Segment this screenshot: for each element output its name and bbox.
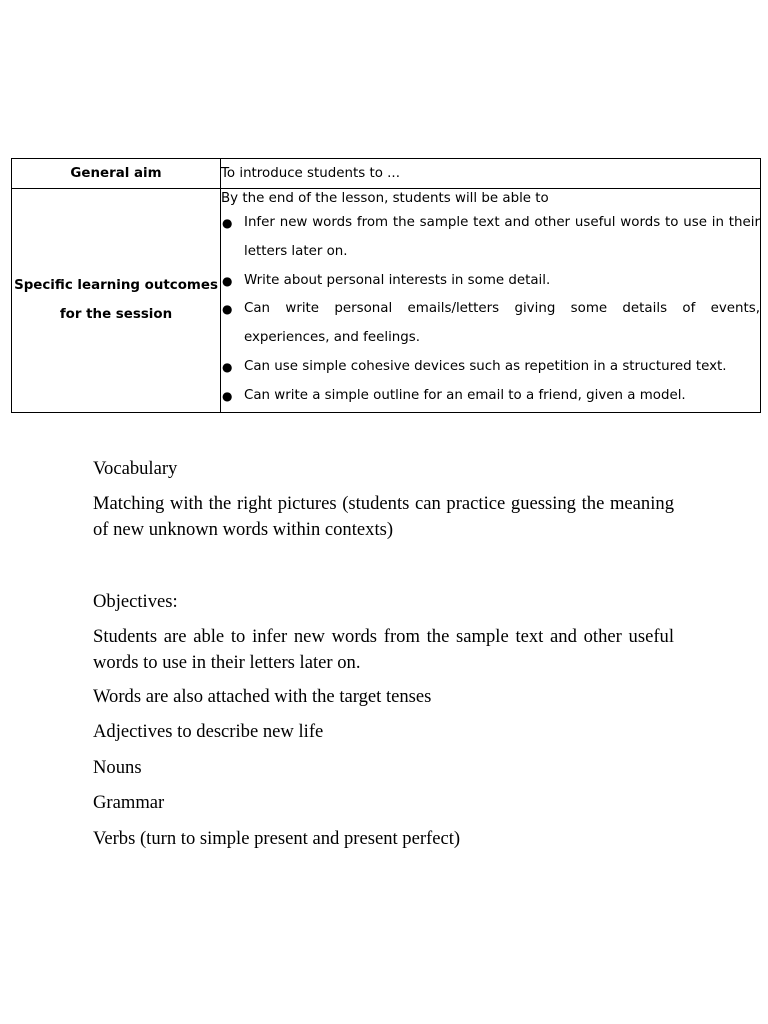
verbs-line: Verbs (turn to simple present and present perfect) [93, 828, 461, 849]
grammar-line: Grammar [93, 792, 165, 813]
general-aim-label: General aim [12, 159, 221, 189]
list-item: ● Infer new words from the sample text and other useful words to use in their letters later on. [221, 209, 760, 267]
general-aim-row [12, 159, 761, 189]
bullet-icon: ● [222, 359, 233, 374]
outcomes-row [12, 189, 761, 413]
outcomes-label [12, 189, 221, 413]
outcomes-list [221, 209, 760, 411]
nouns-line: Nouns [93, 757, 142, 778]
bullet-icon: ● [222, 216, 233, 230]
vocabulary-text: Matching with the right pictures (students can practice guessing the meaning of new unknown words within contexts) [93, 493, 674, 540]
bullet-icon: ● [222, 273, 233, 288]
outcomes-label-line1: Specific learning outcomes [14, 278, 218, 294]
outcomes-intro: By the end of the lesson, students will be able to [221, 191, 549, 206]
bullet-icon: ● [222, 302, 233, 317]
outcomes-content [221, 189, 761, 413]
objectives-text: Students are able to infer new words from the sample text and other useful words to use in their letters later on. [93, 626, 674, 673]
outcomes-label-line2: for the session [59, 307, 173, 323]
list-item: ● Write about personal interests in some detail. [221, 267, 760, 296]
list-item: ● Can use simple cohesive devices such as repetition in a structured text. [221, 353, 760, 382]
list-item: ● Can write a simple outline for an email to a friend, given a model. [221, 382, 760, 411]
list-item: ● Can write personal emails/letters giving some details of events, experiences, and feelings. [221, 295, 760, 353]
general-aim-value: To introduce students to ... [221, 159, 761, 189]
adjectives-line: Adjectives to describe new life [93, 721, 324, 742]
tenses-line: Words are also attached with the target tenses [93, 686, 432, 707]
bullet-icon: ● [222, 388, 233, 403]
vocabulary-heading: Vocabulary [93, 458, 178, 479]
lesson-plan-table [11, 158, 761, 413]
objectives-heading: Objectives: [93, 591, 178, 612]
